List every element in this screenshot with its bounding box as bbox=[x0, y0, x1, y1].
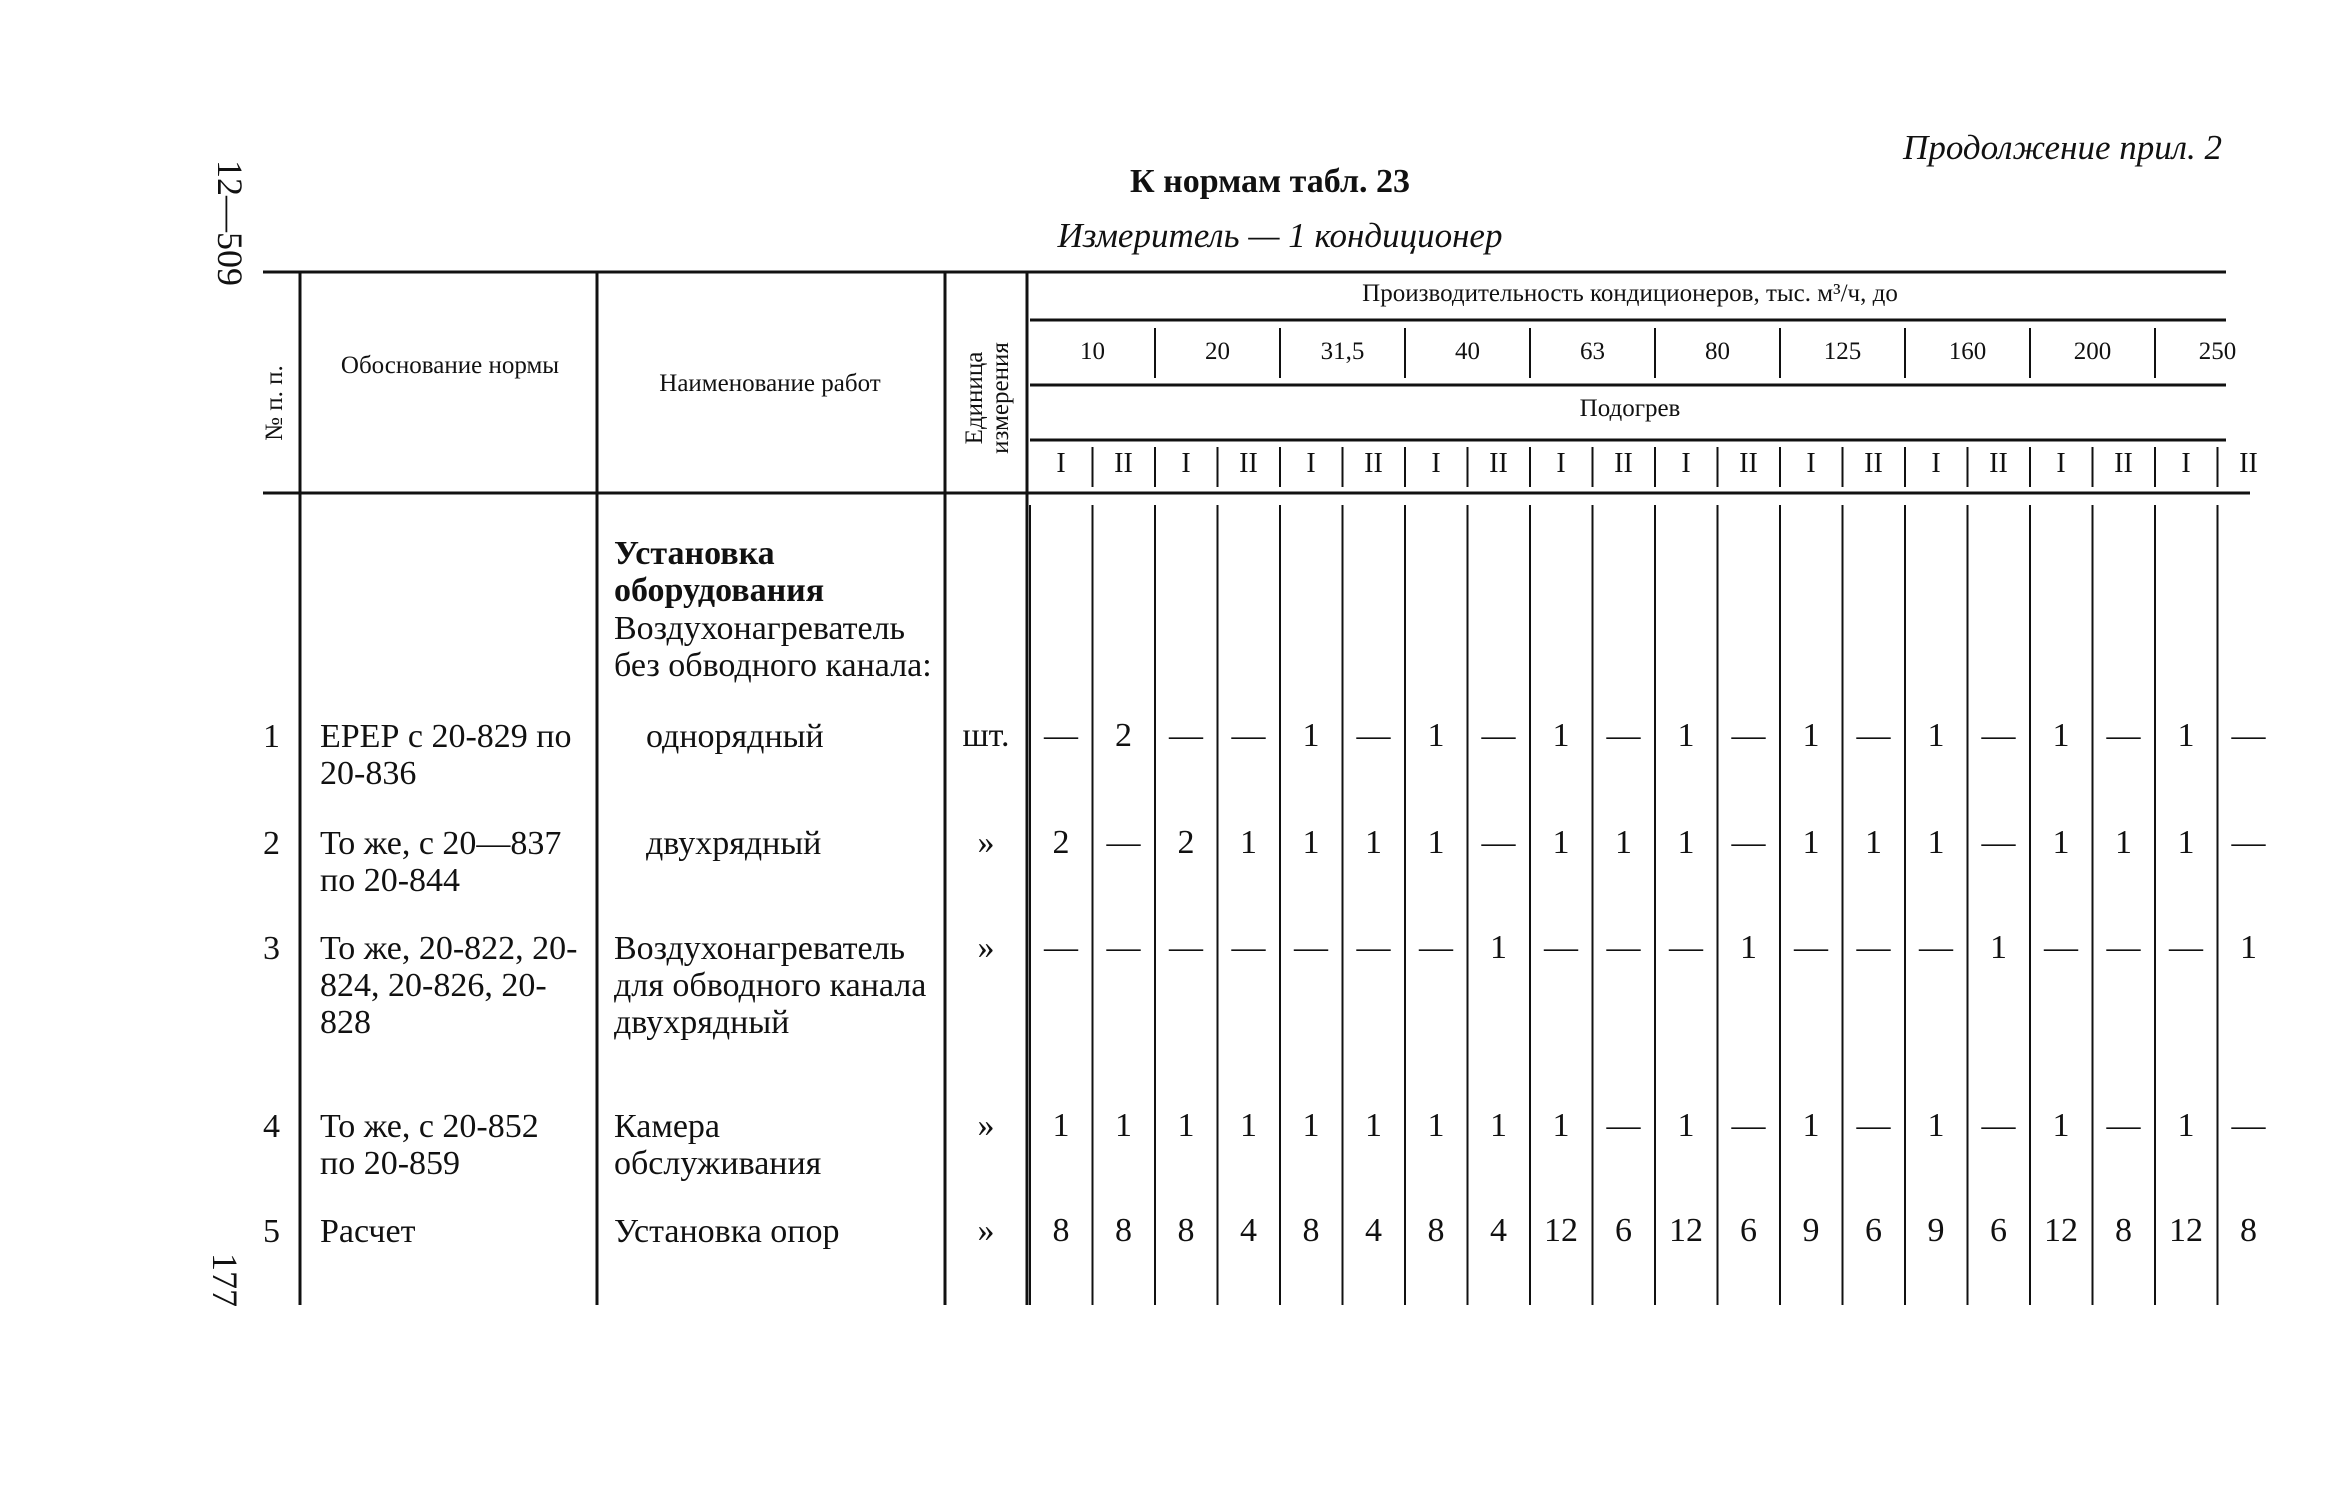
row-value: — bbox=[1856, 717, 1891, 754]
row-value: — bbox=[1981, 824, 2016, 861]
heating-type-label: I bbox=[1056, 448, 1066, 479]
row-value: 4 bbox=[1240, 1212, 1257, 1249]
capacity-label: 31,5 bbox=[1320, 338, 1365, 365]
row-value: 6 bbox=[1615, 1212, 1632, 1249]
row-value: — bbox=[1919, 929, 1953, 966]
header-number: № п. п. bbox=[261, 365, 288, 441]
row-basis: То же, с 20-852 по 20-859 bbox=[320, 1108, 539, 1182]
row-value: 1 bbox=[1552, 824, 1570, 861]
row-value: — bbox=[1731, 824, 1766, 861]
row-number: 4 bbox=[263, 1108, 280, 1145]
header-unit: Единица измерения bbox=[961, 342, 1014, 454]
row-value: 1 bbox=[1615, 824, 1632, 861]
row-value: 1 bbox=[2052, 717, 2070, 754]
row-value: 8 bbox=[2240, 1212, 2257, 1249]
heating-type-label: I bbox=[1556, 448, 1566, 479]
row-value: 1 bbox=[1802, 717, 1820, 754]
row-value: — bbox=[1419, 929, 1453, 966]
row-value: 6 bbox=[1740, 1212, 1757, 1249]
capacity-label: 20 bbox=[1205, 338, 1230, 365]
row-unit: » bbox=[977, 1107, 995, 1144]
row-value: 6 bbox=[1865, 1212, 1882, 1249]
row-value: 9 bbox=[1927, 1212, 1945, 1249]
row-value: — bbox=[1044, 929, 1078, 966]
heating-type-label: I bbox=[1681, 448, 1691, 479]
row-value: 6 bbox=[1990, 1212, 2007, 1249]
heating-type-label: II bbox=[1114, 448, 1133, 479]
row-work: Установка опор bbox=[614, 1213, 840, 1250]
heating-type-label: II bbox=[1239, 448, 1258, 479]
row-value: — bbox=[1856, 929, 1891, 966]
row-value: 8 bbox=[1115, 1212, 1132, 1249]
row-value: — bbox=[1106, 824, 1141, 861]
row-value: — bbox=[2231, 824, 2266, 861]
row-value: 8 bbox=[1177, 1212, 1195, 1249]
page-number: 177 bbox=[205, 1253, 245, 1307]
row-value: — bbox=[1106, 929, 1141, 966]
row-value: 1 bbox=[1677, 1107, 1695, 1144]
row-value: 2 bbox=[1052, 824, 1070, 861]
row-value: 1 bbox=[1302, 824, 1320, 861]
row-number: 1 bbox=[263, 718, 280, 755]
row-value: 1 bbox=[1427, 1107, 1445, 1144]
row-value: 1 bbox=[1302, 717, 1320, 754]
row-value: 8 bbox=[1302, 1212, 1320, 1249]
capacity-label: 80 bbox=[1705, 338, 1730, 365]
heating-type-label: II bbox=[1989, 448, 2008, 479]
row-value: — bbox=[2106, 1107, 2141, 1144]
row-value: 1 bbox=[1552, 717, 1570, 754]
row-value: — bbox=[1731, 717, 1766, 754]
row-value: 1 bbox=[1552, 1107, 1570, 1144]
row-value: 4 bbox=[1365, 1212, 1382, 1249]
row-value: — bbox=[1606, 1107, 1641, 1144]
row-value: 4 bbox=[1490, 1212, 1507, 1249]
row-value: — bbox=[1044, 717, 1078, 754]
row-value: 1 bbox=[1490, 1107, 1507, 1144]
row-value: — bbox=[1544, 929, 1578, 966]
row-value: 1 bbox=[1802, 1107, 1820, 1144]
row-value: — bbox=[1669, 929, 1703, 966]
row-unit: » bbox=[977, 929, 995, 966]
row-value: 1 bbox=[2240, 929, 2257, 966]
row-basis: Расчет bbox=[320, 1213, 416, 1250]
row-value: 1 bbox=[1490, 929, 1507, 966]
row-value: 1 bbox=[1365, 824, 1382, 861]
row-value: — bbox=[1981, 1107, 2016, 1144]
row-value: — bbox=[1294, 929, 1328, 966]
row-basis: То же, с 20—837 по 20-844 bbox=[320, 825, 562, 899]
row-unit: шт. bbox=[962, 717, 1010, 754]
row-value: — bbox=[1794, 929, 1828, 966]
row-value: — bbox=[1231, 717, 1266, 754]
row-value: 1 bbox=[1865, 824, 1882, 861]
heating-type-label: II bbox=[2114, 448, 2133, 479]
row-value: — bbox=[2169, 929, 2203, 966]
row-number: 5 bbox=[263, 1213, 280, 1250]
row-value: 1 bbox=[1677, 824, 1695, 861]
capacity-label: 125 bbox=[1823, 338, 1862, 365]
row-value: — bbox=[1356, 717, 1391, 754]
row-value: — bbox=[2106, 929, 2141, 966]
heating-type-label: I bbox=[1181, 448, 1191, 479]
row-value: 2 bbox=[1115, 717, 1132, 754]
row-value: 1 bbox=[1927, 717, 1945, 754]
row-value: 1 bbox=[1927, 1107, 1945, 1144]
row-value: 1 bbox=[2052, 1107, 2070, 1144]
row-value: — bbox=[1231, 929, 1266, 966]
row-value: 12 bbox=[2044, 1212, 2078, 1249]
row-value: — bbox=[1856, 1107, 1891, 1144]
section-subtitle: Воздухонагреватель без обводного канала: bbox=[614, 610, 932, 684]
row-value: 1 bbox=[2177, 824, 2195, 861]
capacity-label: 40 bbox=[1455, 338, 1480, 365]
row-value: 8 bbox=[1052, 1212, 1070, 1249]
row-value: 1 bbox=[1927, 824, 1945, 861]
row-value: — bbox=[2106, 717, 2141, 754]
heating-type-label: I bbox=[2181, 448, 2191, 479]
row-value: — bbox=[1606, 717, 1641, 754]
capacity-label: 160 bbox=[1948, 338, 1987, 365]
row-unit: » bbox=[977, 1212, 995, 1249]
row-number: 2 bbox=[263, 825, 280, 862]
row-value: 9 bbox=[1802, 1212, 1820, 1249]
row-value: 1 bbox=[1740, 929, 1757, 966]
table-title: К нормам табл. 23 bbox=[1129, 163, 1411, 200]
row-value: 1 bbox=[1990, 929, 2007, 966]
row-value: 8 bbox=[1427, 1212, 1445, 1249]
continuation-note: Продолжение прил. 2 bbox=[1903, 128, 2222, 167]
row-work: однорядный bbox=[646, 718, 824, 755]
row-value: — bbox=[1169, 929, 1203, 966]
row-value: 1 bbox=[1427, 717, 1445, 754]
capacity-label: 250 bbox=[2198, 338, 2237, 365]
row-value: 1 bbox=[1802, 824, 1820, 861]
section-title: Установка оборудования bbox=[614, 535, 825, 609]
row-value: — bbox=[2044, 929, 2078, 966]
row-unit: » bbox=[977, 824, 995, 861]
header-works: Наименование работ bbox=[659, 370, 881, 397]
row-value: 1 bbox=[2177, 717, 2195, 754]
row-value: — bbox=[1981, 717, 2016, 754]
row-value: 1 bbox=[1302, 1107, 1320, 1144]
row-work: двухрядный bbox=[646, 825, 822, 862]
header-capacity: Производительность кондиционеров, тыс. м³/ч, до bbox=[1362, 280, 1898, 307]
row-value: 1 bbox=[1365, 1107, 1382, 1144]
row-value: — bbox=[2231, 1107, 2266, 1144]
row-value: 1 bbox=[1115, 1107, 1132, 1144]
capacity-label: 63 bbox=[1580, 338, 1605, 365]
capacity-label: 10 bbox=[1080, 338, 1105, 365]
row-value: 1 bbox=[2177, 1107, 2195, 1144]
row-value: 1 bbox=[1177, 1107, 1195, 1144]
heating-type-label: II bbox=[1614, 448, 1633, 479]
row-value: — bbox=[1731, 1107, 1766, 1144]
row-value: 1 bbox=[1240, 824, 1257, 861]
row-value: — bbox=[1481, 717, 1516, 754]
row-number: 3 bbox=[263, 930, 280, 967]
heating-type-label: II bbox=[1489, 448, 1508, 479]
row-work: Воздухонагреватель для обводного канала двухрядный bbox=[614, 930, 927, 1041]
page-side-number: 12—509 bbox=[210, 160, 250, 286]
row-value: 12 bbox=[1669, 1212, 1703, 1249]
header-basis: Обоснование нормы bbox=[340, 352, 560, 379]
row-value: 1 bbox=[1052, 1107, 1070, 1144]
row-value: 12 bbox=[2169, 1212, 2203, 1249]
heating-type-label: I bbox=[1306, 448, 1316, 479]
row-value: 8 bbox=[2115, 1212, 2132, 1249]
row-basis: То же, 20-822, 20-824, 20-826, 20-828 bbox=[320, 930, 578, 1041]
row-value: 1 bbox=[1240, 1107, 1257, 1144]
row-basis: ЕРЕР с 20-829 по 20-836 bbox=[320, 718, 572, 792]
row-value: — bbox=[2231, 717, 2266, 754]
row-work: Камера обслуживания bbox=[614, 1108, 822, 1182]
heating-type-label: II bbox=[2239, 448, 2258, 479]
capacity-label: 200 bbox=[2073, 338, 2112, 365]
row-value: — bbox=[1356, 929, 1391, 966]
row-value: 1 bbox=[2115, 824, 2132, 861]
row-value: 12 bbox=[1544, 1212, 1578, 1249]
row-value: 1 bbox=[1677, 717, 1695, 754]
heating-type-label: I bbox=[1931, 448, 1941, 479]
heating-type-label: I bbox=[1806, 448, 1816, 479]
row-value: 2 bbox=[1177, 824, 1195, 861]
measure-caption: Измеритель — 1 кондиционер bbox=[1057, 216, 1503, 255]
heating-type-label: I bbox=[2056, 448, 2066, 479]
row-value: — bbox=[1481, 824, 1516, 861]
heating-type-label: I bbox=[1431, 448, 1441, 479]
heating-type-label: II bbox=[1739, 448, 1758, 479]
row-value: — bbox=[1606, 929, 1641, 966]
row-value: 1 bbox=[1427, 824, 1445, 861]
heating-type-label: II bbox=[1364, 448, 1383, 479]
heating-type-label: II bbox=[1864, 448, 1883, 479]
row-value: 1 bbox=[2052, 824, 2070, 861]
row-value: — bbox=[1169, 717, 1203, 754]
header-heating: Подогрев bbox=[1579, 395, 1681, 422]
